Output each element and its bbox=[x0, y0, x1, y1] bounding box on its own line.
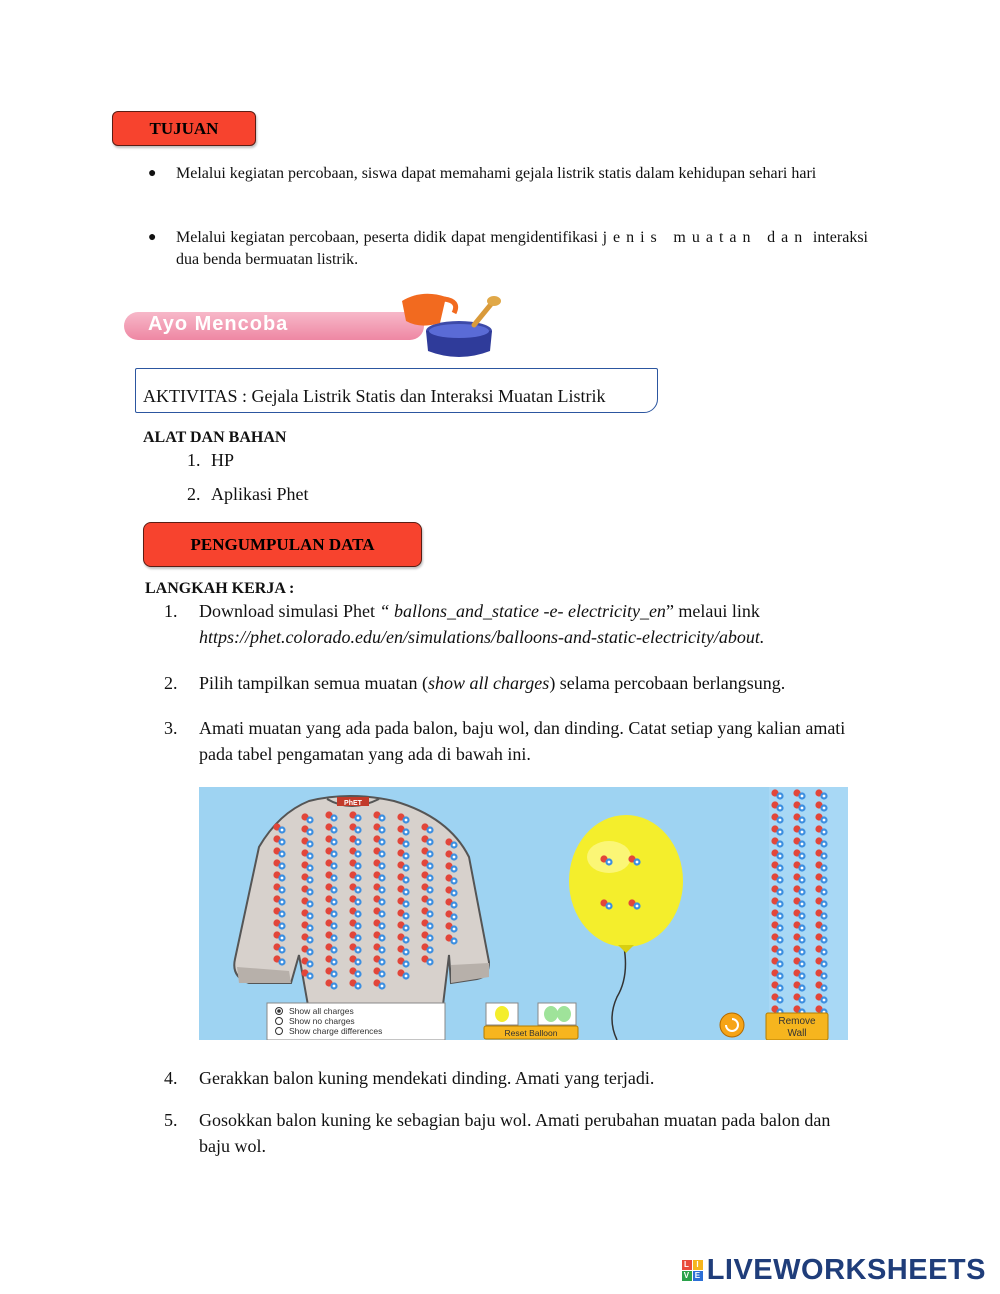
step-2-num: 2. bbox=[164, 673, 178, 693]
bullet-icon: ● bbox=[148, 166, 157, 181]
reset-balloon-button[interactable]: Reset Balloon bbox=[504, 1028, 558, 1038]
alat-heading: ALAT DAN BAHAN bbox=[143, 429, 287, 446]
step-2-italic: show all charges bbox=[427, 673, 550, 693]
step-1-num: 1. bbox=[164, 601, 178, 621]
step-3-text: Amati muatan yang ada pada balon, baju wol, dan dinding. Catat setiap yang kalian amati pada tabel pengamatan yang ada di bawah ini. bbox=[199, 718, 846, 764]
pengumpulan-label bbox=[143, 522, 422, 567]
sweater-tag-text: PhET bbox=[344, 800, 362, 807]
aktivitas-text: AKTIVITAS : Gejala Listrik Statis dan Interaksi Muatan Listrik bbox=[143, 386, 606, 406]
step-4-num: 4. bbox=[164, 1068, 178, 1088]
phet-simulation-image bbox=[199, 787, 848, 1040]
ayo-mencoba-text: Ayo Mencoba bbox=[148, 313, 289, 335]
remove-wall-line-2[interactable]: Wall bbox=[787, 1028, 807, 1039]
alat-item-2-text: Aplikasi Phet bbox=[211, 484, 309, 504]
step-2-text bbox=[199, 670, 864, 696]
liveworksheets-text: LIVEWORKSHEETS bbox=[706, 1254, 986, 1286]
tujuan-bullet-2-text bbox=[176, 227, 868, 271]
step-1-italic: “ ballons_and_statice -e- electricity_en bbox=[379, 601, 666, 621]
step-2 bbox=[164, 670, 864, 696]
bullet-icon: ● bbox=[148, 230, 157, 245]
tujuan-label bbox=[112, 111, 256, 146]
tujuan-label-text: TUJUAN bbox=[149, 118, 219, 138]
alat-item-2-num: 2. bbox=[187, 484, 201, 504]
step-4 bbox=[164, 1065, 864, 1091]
phet-simulation-graphic bbox=[199, 787, 848, 1040]
aktivitas-box bbox=[135, 368, 658, 413]
step-5-num: 5. bbox=[164, 1110, 178, 1130]
tujuan-bullet-1-text: Melalui kegiatan percobaan, siswa dapat memahami gejala listrik statis dalam kehidupan sehari hari bbox=[176, 165, 817, 182]
alat-item-2 bbox=[187, 481, 309, 507]
remove-wall-line-1[interactable]: Remove bbox=[778, 1016, 816, 1027]
tujuan-bullet-1 bbox=[148, 163, 868, 185]
step-3 bbox=[164, 715, 864, 767]
tujuan-bullet-2 bbox=[148, 227, 868, 271]
step-1-a: Download simulasi Phet bbox=[199, 601, 380, 621]
step-3-num: 3. bbox=[164, 718, 178, 738]
step-2-b: ) selama percobaan berlangsung. bbox=[549, 673, 786, 693]
langkah-heading: LANGKAH KERJA : bbox=[145, 580, 295, 597]
step-5 bbox=[164, 1107, 864, 1159]
step-1-link[interactable]: https://phet.colorado.edu/en/simulations/balloons-and-static-electricity/about. bbox=[199, 627, 765, 647]
option-show-all[interactable]: Show all charges bbox=[289, 1006, 354, 1016]
tujuan-bullet-2-b: interaksi dua benda bermuatan listrik. bbox=[176, 229, 868, 268]
alat-item-1-num: 1. bbox=[187, 450, 201, 470]
option-show-diff[interactable]: Show charge differences bbox=[289, 1026, 383, 1036]
step-5-text: Gosokkan balon kuning ke sebagian baju wol. Amati perubahan muatan pada balon dan baju wol. bbox=[199, 1110, 831, 1156]
alat-item-1 bbox=[187, 447, 234, 473]
step-1-b: ” melaui link bbox=[665, 601, 760, 621]
step-4-text: Gerakkan balon kuning mendekati dinding. Amati yang terjadi. bbox=[199, 1068, 655, 1088]
tujuan-bullet-2-a: Melalui kegiatan percobaan, peserta didik dapat mengidentifikasi bbox=[176, 229, 603, 246]
alat-item-1-text: HP bbox=[211, 450, 235, 470]
liveworksheets-logo bbox=[682, 1254, 986, 1287]
option-show-none[interactable]: Show no charges bbox=[289, 1016, 355, 1026]
pengumpulan-label-text: PENGUMPULAN DATA bbox=[190, 534, 375, 554]
step-1 bbox=[164, 598, 864, 650]
step-1-text bbox=[199, 598, 864, 650]
liveworksheets-badge-icon: L I V E bbox=[682, 1260, 703, 1281]
ayo-mencoba-banner bbox=[122, 287, 502, 359]
step-2-a: Pilih tampilkan semua muatan ( bbox=[199, 673, 428, 693]
tujuan-bullet-2-spaced: jenis muatan dan bbox=[602, 229, 809, 246]
